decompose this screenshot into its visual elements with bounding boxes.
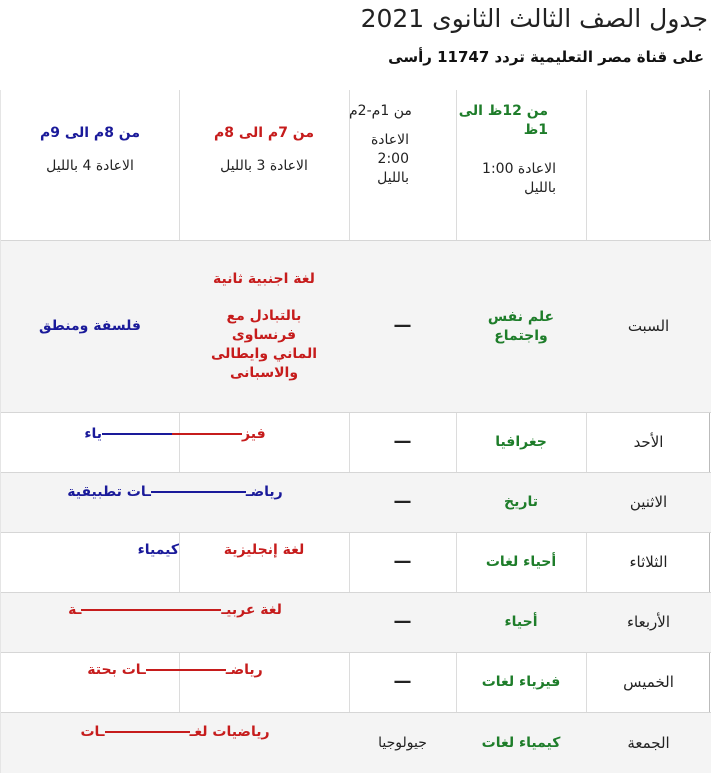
slot1-subject: فيزياء لغات	[481, 674, 561, 691]
subject-part-b: ـة	[68, 602, 82, 618]
stretched-subject	[80, 723, 269, 742]
stretched-subject	[84, 425, 265, 444]
page-title: جدول الصف الثالث الثانوى 2021	[360, 4, 708, 33]
slot2-subject: جيولوجيا	[378, 734, 427, 751]
table-row	[1, 472, 711, 532]
header-row	[1, 90, 711, 240]
slot4-subject: كيمياء	[137, 542, 179, 558]
slot2-subject	[349, 241, 456, 412]
merged-subject	[1, 473, 349, 532]
kashida-bar	[151, 491, 246, 493]
subject-part-a: لغة عربيـ	[221, 602, 282, 618]
kashida-bar	[172, 433, 242, 435]
subject-part-a: رياضـ	[245, 484, 283, 500]
slot3-line2: بالتبادل مع فرنساوى الماني وايطالى والاسبانى	[210, 308, 318, 381]
slot4-subject: فلسفة ومنطق	[39, 318, 141, 335]
table-row	[1, 652, 711, 712]
schedule-table	[0, 90, 710, 773]
kashida-bar	[146, 669, 226, 671]
table-row	[1, 532, 711, 592]
day-label: الخميس	[623, 673, 674, 692]
header-slot4	[1, 90, 179, 240]
empty-dash: —	[393, 491, 412, 513]
subject-part-b: ـات بحتة	[87, 662, 146, 678]
table-row	[1, 712, 711, 773]
empty-dash: —	[393, 611, 412, 633]
slot1-subject: أحياء	[504, 614, 538, 631]
stretched-subject	[87, 661, 262, 680]
slot1-subject: جغرافيا	[495, 434, 547, 451]
kashida-bar	[102, 433, 172, 435]
empty-dash: —	[393, 551, 412, 573]
day-label: الاثنين	[629, 493, 668, 512]
merged-subject	[1, 413, 349, 472]
slot4-time: من 8م الى 9م	[39, 125, 141, 141]
slot1-time: من 12ظ الى 1ظ	[458, 103, 548, 138]
slot3-subject	[179, 241, 349, 412]
slot1-subject: أحياء لغات	[485, 554, 557, 571]
header-slot3	[179, 90, 349, 240]
slot4-rerun: الاعادة 4 بالليل	[46, 157, 134, 174]
slot2-rerun: الاعادة 2:00 بالليل	[370, 131, 409, 186]
slot1-subject: تاريخ	[504, 494, 538, 511]
day-label: الجمعة	[627, 733, 670, 752]
slot2-subject	[349, 653, 456, 712]
day-label: الأربعاء	[627, 613, 671, 632]
merged-subject	[1, 653, 349, 712]
table-row	[1, 240, 711, 412]
kashida-bar	[81, 609, 221, 611]
subject-part-b: ـات تطبيقية	[67, 484, 151, 500]
day-label: السبت	[627, 317, 670, 336]
header-slot1	[456, 90, 586, 240]
subject-part-a: رياضـ	[225, 662, 263, 678]
slot3-rerun: الاعادة 3 بالليل	[220, 157, 308, 174]
empty-dash: —	[393, 315, 412, 337]
slot2-time: من 1م-2م	[349, 103, 412, 119]
subject-part-blue: ياء	[84, 426, 103, 442]
stretched-subject	[68, 601, 282, 620]
subject-part-b: ـات	[80, 724, 105, 740]
header-slot2	[349, 90, 456, 240]
slot2-subject	[349, 413, 456, 472]
merged-subject	[1, 713, 349, 773]
slot3-line1: لغة اجنبية ثانية	[213, 271, 315, 288]
table-row	[1, 592, 711, 652]
slot3-subject: لغة إنجليزية	[223, 542, 305, 558]
slot2-subject	[349, 593, 456, 652]
slot1-subject: كيمياء لغات	[481, 734, 561, 751]
table-row	[1, 412, 711, 472]
day-label: الأحد	[633, 433, 664, 452]
empty-dash: —	[393, 671, 412, 693]
slot2-subject	[349, 533, 456, 592]
slot3-time: من 7م الى 8م	[213, 125, 315, 141]
day-label: الثلاثاء	[629, 553, 668, 572]
slot2-subject	[349, 473, 456, 532]
channel-subtitle: على قناة مصر التعليمية تردد 11747 رأسى	[388, 48, 704, 66]
empty-dash: —	[393, 431, 412, 453]
slot1-rerun: الاعادة 1:00 بالليل	[482, 160, 556, 196]
subject-part-red: فيز	[242, 426, 266, 442]
stretched-subject	[67, 483, 282, 502]
slot1-subject: علم نفس واجتماع	[487, 308, 555, 344]
merged-subject	[1, 593, 349, 652]
subject-part-a: رياضيات لغـ	[189, 724, 270, 740]
kashida-bar	[105, 731, 190, 733]
